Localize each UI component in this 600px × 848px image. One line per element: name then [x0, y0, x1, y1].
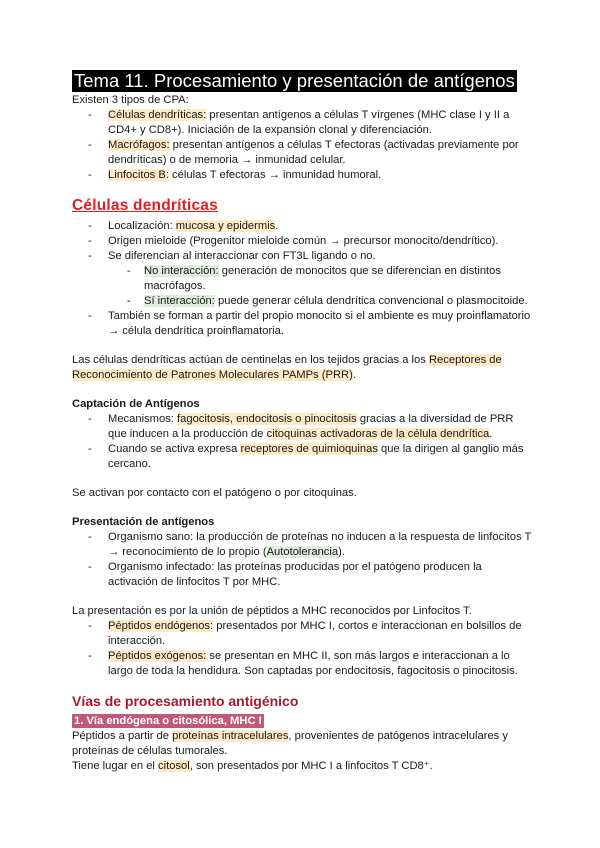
- highlight-term: proteínas intracelulares: [172, 730, 289, 742]
- highlight-term: Receptores de Reconocimiento de Patrones Moleculares PAMPs (PRR): [72, 354, 502, 381]
- sub-list: [72, 264, 532, 309]
- highlight-term: Péptidos exógenos:: [108, 650, 207, 662]
- highlight-term: Macrófagos:: [108, 139, 170, 151]
- list-item: - Linfocitos B: células T efectoras → inmunidad humoral.: [72, 168, 532, 183]
- intro-text: Existen 3 tipos de CPA:: [72, 94, 189, 106]
- peptidos-list: [72, 619, 532, 679]
- highlight-term: Autotolerancia: [266, 546, 339, 558]
- highlight-term: No interacción:: [144, 265, 219, 277]
- list-item: - Péptidos endógenos: presentados por MHC I, cortos e interaccionan en bolsillos de interacción.: [72, 619, 532, 649]
- paragraph: La presentación es por la unión de péptidos a MHC reconocidos por Linfocitos T.: [72, 605, 472, 617]
- document-content: [72, 70, 532, 774]
- highlight-term: Linfocitos B:: [108, 169, 169, 181]
- list-item: - Cuando se activa expresa receptores de quimioquinas que la dirigen al ganglio más cercano.: [72, 442, 532, 472]
- paragraph: Tiene lugar en el citosol, son presentados por MHC I a linfocitos T CD8⁺.: [72, 760, 433, 772]
- highlight-term: mucosa y epidermis: [175, 220, 276, 232]
- section-heading-dendriticas: Células dendríticas: [72, 197, 218, 214]
- subheading-captacion: Captación de Antígenos: [72, 398, 200, 410]
- section-heading-vias: Vías de procesamiento antigénico: [72, 693, 299, 709]
- subheading-presentacion: Presentación de antígenos: [72, 516, 215, 528]
- paragraph: Péptidos a partir de proteínas intracelulares, provenientes de patógenos intracelulares y proteínas de células tumorales.: [72, 730, 508, 757]
- highlight-term: receptores de quimioquinas: [240, 443, 378, 455]
- highlight-term: Péptidos endógenos:: [108, 620, 214, 632]
- list-item: - También se forman a partir del propio monocito si el ambiente es muy proinflamatorio → célula dendrítica proinflamatoria.: [72, 309, 532, 339]
- list-item: - Localización: mucosa y epidermis.: [72, 219, 532, 234]
- presentacion-list: [72, 530, 532, 590]
- list-item: - Se diferencian al interaccionar con FT3L ligando o no. - No interacción: generación de monocitos que se diferencian en distintos macrófagos. - Sí interacción: puede generar célula dendrítica convencional o plasmocitoide.: [72, 249, 532, 309]
- cpa-list: [72, 108, 532, 183]
- highlight-term: fagocitosis, endocitosis o pinocitosis: [177, 413, 357, 425]
- list-item: - Sí interacción: puede generar célula dendrítica convencional o plasmocitoide.: [72, 294, 532, 309]
- list-item: - Mecanismos: fagocitosis, endocitosis o pinocitosis gracias a la diversidad de PRR que inducen a la producción de citoquinas activadoras de la célula dendrítica.: [72, 412, 532, 442]
- highlight-term: Células dendríticas:: [108, 109, 207, 121]
- subsection-band: 1. Vía endógena o citosólica, MHC I: [74, 715, 262, 727]
- list-item: - No interacción: generación de monocitos que se diferencian en distintos macrófagos.: [72, 264, 532, 294]
- list-item: - Macrófagos: presentan antígenos a células T efectoras (activadas previamente por dendríticas) o de memoria → inmunidad celular.: [72, 138, 532, 168]
- paragraph: Se activan por contacto con el patógeno o por citoquinas.: [72, 487, 357, 499]
- paragraph: Las células dendríticas actúan de centinelas en los tejidos gracias a los Receptores de Reconocimiento de Patrones Moleculares PAMPs (PRR).: [72, 354, 502, 381]
- dendriticas-list: [72, 219, 532, 339]
- list-item: - Péptidos exógenos: se presentan en MHC II, son más largos e interaccionan a lo largo de toda la hendidura. Son captadas por endocitosis, fagocitosis o pinocitosis.: [72, 649, 532, 679]
- list-item: - Origen mieloide (Progenitor mieloide común → precursor monocito/dendrítico).: [72, 234, 532, 249]
- highlight-term: Sí interacción:: [144, 295, 215, 307]
- document-title: Tema 11. Procesamiento y presentación de antígenos: [74, 70, 515, 91]
- highlight-term: citoquinas activadoras de la célula dendrítica: [266, 428, 490, 440]
- list-item: - Células dendríticas: presentan antígenos a células T vírgenes (MHC clase I y II a CD4+ y CD8+). Iniciación de la expansión clonal y diferenciación.: [72, 108, 532, 138]
- captacion-list: [72, 412, 532, 472]
- list-item: - Organismo sano: la producción de proteínas no inducen a la respuesta de linfocitos T → reconocimiento de lo propio (Autotolerancia).: [72, 530, 532, 560]
- list-item: - Organismo infectado: las proteínas producidas por el patógeno producen la activación de linfocitos T por MHC.: [72, 560, 532, 590]
- highlight-term: citosol: [158, 760, 190, 772]
